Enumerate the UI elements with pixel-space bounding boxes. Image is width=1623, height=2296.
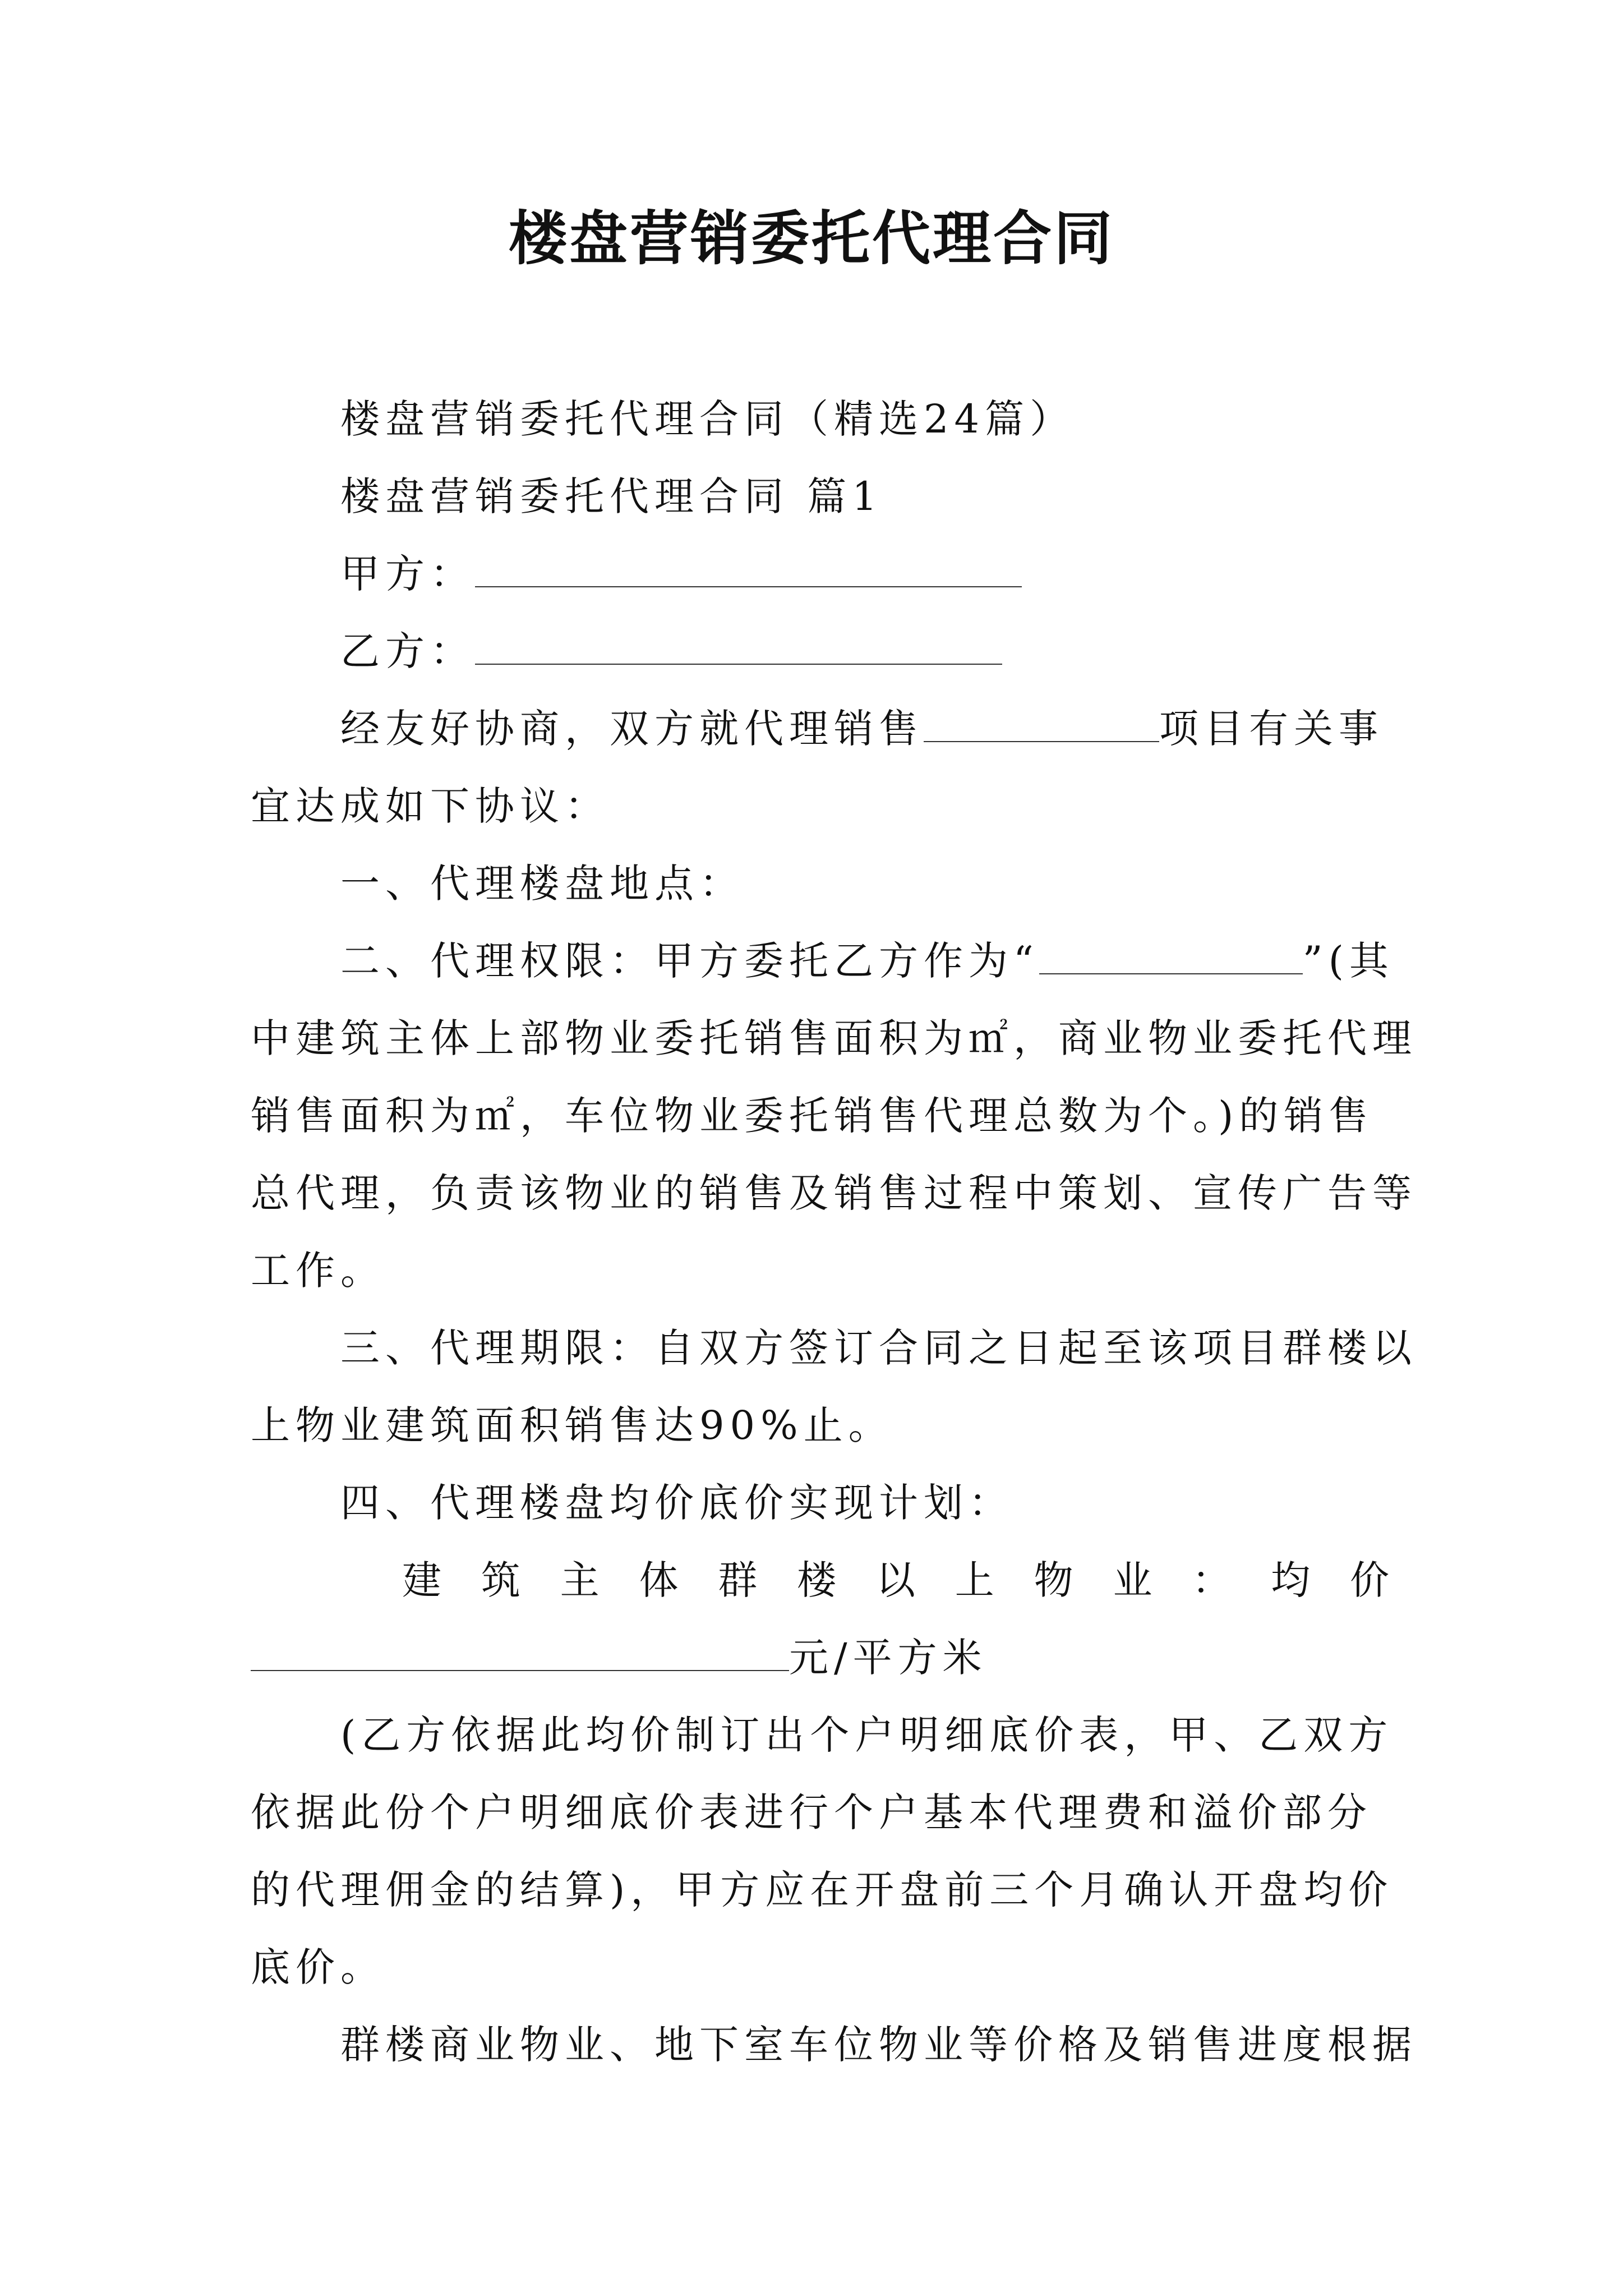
party-b-line xyxy=(251,613,1389,690)
project-name-blank xyxy=(924,705,1159,742)
intro-prefix: 经友好协商，双方就代理销售 xyxy=(340,706,924,752)
clause-4-price-line xyxy=(251,1619,1389,1696)
clause-4-char: 体 xyxy=(639,1557,679,1603)
clause-4-char: 筑 xyxy=(481,1557,520,1603)
clause-4-char: 均 xyxy=(1271,1557,1311,1603)
clause-2-prefix: 二、代理权限：甲方委托乙方作为“ xyxy=(340,938,1039,984)
party-b-blank xyxy=(475,628,1002,665)
note-line-4: 底价。 xyxy=(251,1944,385,1990)
note-line-2: 依据此份个户明细底价表进行个户基本代理费和溢价部分 xyxy=(251,1789,1372,1835)
clause-4-char: 楼 xyxy=(797,1557,837,1603)
clause-4-char: 群 xyxy=(718,1557,758,1603)
clause-4-char: 业 xyxy=(1113,1557,1152,1603)
agent-role-blank xyxy=(1039,937,1303,974)
clause-2-line-1 xyxy=(251,922,1394,1000)
clause-4-char: 主 xyxy=(560,1557,600,1603)
clause-4-char: 建 xyxy=(402,1557,441,1603)
clause-2-line-5: 工作。 xyxy=(251,1248,385,1294)
intro-line-2: 宜达成如下协议： xyxy=(251,783,610,829)
clause-2-line-3: 销售面积为㎡，车位物业委托销售代理总数为个。)的销售 xyxy=(251,1093,1374,1139)
note-line-1: (乙方依据此均价制订出个户明细底价表，甲、乙双方 xyxy=(340,1712,1394,1758)
document-subtitle: 楼盘营销委托代理合同（精选24篇） xyxy=(340,396,1075,442)
document-title: 楼盘营销委托代理合同 xyxy=(508,204,1114,273)
clause-1: 一、代理楼盘地点： xyxy=(340,861,744,907)
note-line-3: 的代理佣金的结算)，甲方应在开盘前三个月确认开盘均价 xyxy=(251,1867,1394,1913)
intro-line-1 xyxy=(251,690,1389,767)
party-a-label: 甲方： xyxy=(340,551,475,597)
party-a-line xyxy=(251,535,1389,613)
clause-4-unit: 元/平方米 xyxy=(789,1635,988,1681)
document-body xyxy=(251,380,1417,2083)
clause-4-char: 价 xyxy=(1349,1557,1389,1603)
section-heading: 楼盘营销委托代理合同 篇1 xyxy=(340,473,883,519)
clause-2-line-4: 总代理，负责该物业的销售及销售过程中策划、宣传广告等 xyxy=(251,1170,1417,1216)
clause-4-char: 物 xyxy=(1034,1557,1073,1603)
clause-2-line-2: 中建筑主体上部物业委托销售面积为㎡，商业物业委托代理 xyxy=(251,1015,1417,1061)
clause-4: 四、代理楼盘均价底价实现计划： xyxy=(340,1480,1013,1526)
intro-suffix: 项目有关事 xyxy=(1159,706,1384,752)
last-paragraph-line: 群楼商业物业、地下室车位物业等价格及销售进度根据 xyxy=(340,2022,1417,2068)
clause-3-line-1: 三、代理期限：自双方签订合同之日起至该项目群楼以 xyxy=(340,1325,1417,1371)
clause-4-char: ： xyxy=(1192,1557,1232,1603)
clause-2-mid: ”(其 xyxy=(1302,938,1394,984)
clause-4-char: 上 xyxy=(955,1557,994,1603)
clause-4-item-line xyxy=(251,1542,1389,1619)
average-price-blank xyxy=(251,1634,789,1671)
clause-4-char: 以 xyxy=(875,1557,915,1603)
party-a-blank xyxy=(475,550,1022,587)
clause-3-line-2: 上物业建筑面积销售达90%止。 xyxy=(251,1402,893,1448)
party-b-label: 乙方： xyxy=(340,628,475,674)
